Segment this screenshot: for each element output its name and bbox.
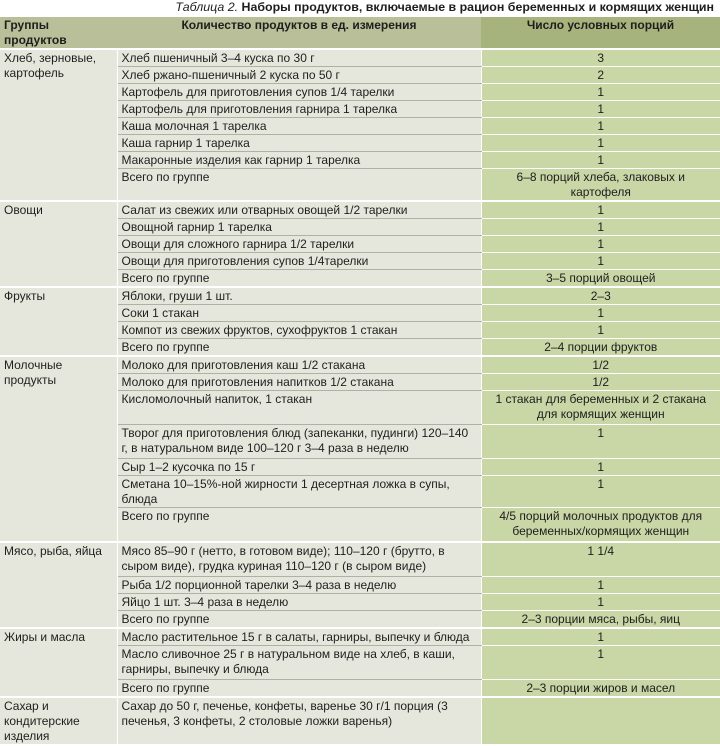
header-row — [0, 17, 720, 49]
portion-cell: 1 — [481, 322, 720, 339]
quantity-cell: Каша гарнир 1 тарелка — [117, 135, 481, 152]
portion-cell: 1 — [481, 628, 720, 646]
table-row — [0, 356, 720, 374]
quantity-cell: Картофель для приготовления супов 1/4 тарелки — [117, 84, 481, 101]
quantity-cell: Рыба 1/2 порционной тарелки 3–4 раза в неделю — [117, 577, 481, 594]
portion-cell: 1 — [481, 135, 720, 152]
portion-cell: 2–3 порции жиров и масел — [481, 680, 720, 698]
portion-cell: 1 — [481, 236, 720, 253]
portion-cell: 3–5 порций овощей — [481, 270, 720, 288]
table-row — [0, 49, 720, 67]
quantity-cell: Молоко для приготовления каш 1/2 стакана — [117, 356, 481, 374]
table-row — [0, 628, 720, 646]
quantity-cell: Сахар до 50 г, печенье, конфеты, варенье 30 г/1 порция (3 печенья, 3 конфеты, 2 столовые ложки варенья) — [117, 697, 481, 745]
group-name: Овощи — [0, 201, 117, 287]
quantity-cell: Всего по группе — [117, 508, 481, 543]
group-name: Жиры и масла — [0, 628, 117, 697]
portion-cell: 1 — [481, 594, 720, 611]
quantity-cell: Всего по группе — [117, 270, 481, 288]
quantity-cell: Сметана 10–15%-ной жирности 1 десертная ложка в супы, блюда — [117, 476, 481, 508]
quantity-cell: Хлеб пшеничный 3–4 куска по 30 г — [117, 49, 481, 67]
quantity-cell: Масло растительное 15 г в салаты, гарниры, выпечку и блюда — [117, 628, 481, 646]
quantity-cell: Мясо 85–90 г (нетто, в готовом виде); 110–120 г (брутто, в сыром виде), грудка куриная 110–120 г (в сыром виде) — [117, 542, 481, 577]
portion-cell: 1 — [481, 459, 720, 476]
table-body — [0, 49, 720, 745]
quantity-cell: Молоко для приготовления напитков 1/2 стакана — [117, 374, 481, 391]
quantity-cell: Всего по группе — [117, 680, 481, 698]
group-name: Хлеб, зерновые, картофель — [0, 49, 117, 201]
quantity-cell: Всего по группе — [117, 169, 481, 202]
portion-cell: 1 — [481, 101, 720, 118]
header-portions: Число условных порций — [481, 17, 720, 49]
header-groups: Группы продуктов — [0, 17, 117, 49]
quantity-cell: Овощи для сложного гарнира 1/2 тарелки — [117, 236, 481, 253]
table-row — [0, 697, 720, 745]
quantity-cell: Сыр 1–2 кусочка по 15 г — [117, 459, 481, 476]
table-row — [0, 201, 720, 219]
quantity-cell: Соки 1 стакан — [117, 305, 481, 322]
portion-cell: 1 — [481, 425, 720, 459]
portion-cell: 2 — [481, 67, 720, 84]
table-caption — [0, 0, 720, 17]
quantity-cell: Яблоки, груши 1 шт. — [117, 287, 481, 305]
portion-cell: 1/2 — [481, 356, 720, 374]
portion-cell: 1 — [481, 219, 720, 236]
portion-cell: 1/2 — [481, 374, 720, 391]
portion-cell: 1 — [481, 476, 720, 508]
portion-cell: 3 — [481, 49, 720, 67]
portion-cell: 1 1/4 — [481, 542, 720, 577]
portion-cell: 1 — [481, 84, 720, 101]
portion-cell: 1 стакан для беременных и 2 стакана для кормящих женщин — [481, 391, 720, 425]
portion-cell: 1 — [481, 577, 720, 594]
quantity-cell: Масло сливочное 25 г в натуральном виде на хлеб, в каши, гарниры, выпечку и блюда — [117, 646, 481, 680]
table-row — [0, 287, 720, 305]
group-name: Фрукты — [0, 287, 117, 356]
caption-label: Таблица 2. — [175, 0, 239, 14]
product-portions-table — [0, 17, 720, 746]
quantity-cell: Кисломолочный напиток, 1 стакан — [117, 391, 481, 425]
quantity-cell: Всего по группе — [117, 339, 481, 357]
group-name: Мясо, рыба, яйца — [0, 542, 117, 628]
quantity-cell: Каша молочная 1 тарелка — [117, 118, 481, 135]
portion-cell: 1 — [481, 118, 720, 135]
portion-cell: 4/5 порций молочных продуктов для беременных/кормящих женщин — [481, 508, 720, 543]
portion-cell: 2–3 — [481, 287, 720, 305]
quantity-cell: Макаронные изделия как гарнир 1 тарелка — [117, 152, 481, 169]
quantity-cell: Компот из свежих фруктов, сухофруктов 1 стакан — [117, 322, 481, 339]
portion-cell — [481, 697, 720, 745]
portion-cell: 1 — [481, 152, 720, 169]
quantity-cell: Яйцо 1 шт. 3–4 раза в неделю — [117, 594, 481, 611]
header-quantity: Количество продуктов в ед. измерения — [117, 17, 481, 49]
portion-cell: 2–4 порции фруктов — [481, 339, 720, 357]
quantity-cell: Хлеб ржано-пшеничный 2 куска по 50 г — [117, 67, 481, 84]
group-name: Сахар и кондитерские изделия — [0, 697, 117, 745]
quantity-cell: Творог для приготовления блюд (запеканки, пудинги) 120–140 г, в натуральном виде 100–120 г 3–4 раза в неделю — [117, 425, 481, 459]
quantity-cell: Всего по группе — [117, 611, 481, 629]
quantity-cell: Картофель для приготовления гарнира 1 тарелка — [117, 101, 481, 118]
quantity-cell: Овощной гарнир 1 тарелка — [117, 219, 481, 236]
portion-cell: 1 — [481, 305, 720, 322]
portion-cell: 1 — [481, 253, 720, 270]
group-name: Молочные продукты — [0, 356, 117, 542]
table-row — [0, 542, 720, 577]
portion-cell: 1 — [481, 646, 720, 680]
portion-cell: 1 — [481, 201, 720, 219]
caption-title: Наборы продуктов, включаемые в рацион беременных и кормящих женщин — [238, 0, 714, 14]
portion-cell: 2–3 порции мяса, рыбы, яиц — [481, 611, 720, 629]
portion-cell: 6–8 порций хлеба, злаковых и картофеля — [481, 169, 720, 202]
quantity-cell: Салат из свежих или отварных овощей 1/2 тарелки — [117, 201, 481, 219]
quantity-cell: Овощи для приготовления супов 1/4тарелки — [117, 253, 481, 270]
